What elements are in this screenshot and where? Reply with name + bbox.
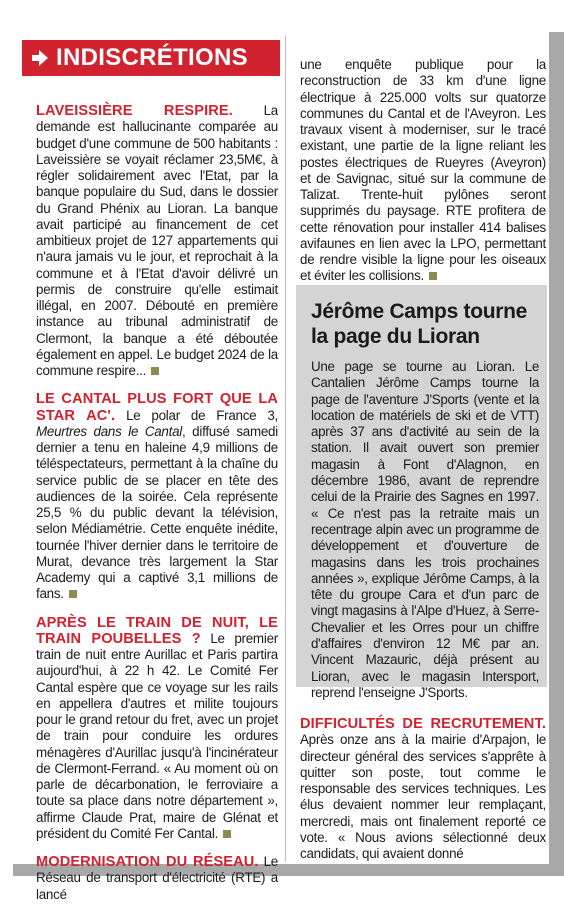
arrow-right-icon (22, 40, 56, 76)
article-cantal-star-ac (36, 391, 278, 602)
article-kicker: MODERNISATION DU RÉSEAU. (36, 854, 259, 870)
article-modernisation-continued (300, 57, 546, 285)
feature-title: Jérôme Camps tourne la page du Lioran (311, 300, 528, 348)
show-title: Meurtres dans le Cantal (36, 423, 183, 439)
article-modernisation (36, 854, 278, 903)
article-body: Le polar de France 3, (126, 407, 278, 423)
article-laveissiere (36, 103, 278, 379)
left-column (36, 103, 278, 915)
end-mark-icon (429, 272, 437, 280)
end-mark-icon (69, 590, 77, 598)
feature-box (296, 285, 547, 700)
column-divider (285, 36, 286, 862)
end-mark-icon (223, 830, 231, 838)
article-kicker: DIFFICULTÉS DE RECRUTEMENT. (300, 716, 546, 732)
right-column-continued (300, 57, 546, 297)
end-mark-icon (151, 367, 159, 375)
section-banner (22, 40, 280, 76)
page-shadow-right (549, 32, 564, 876)
article-body: Après onze ans à la mairie d'Arpajon, le directeur général des services s'apprête à quitter son poste, tout comme le responsable des services techniques. Les élus devaient nommer leur remplaçant, mercredi, mais ont finalement reporté ce vote. « Nous avions sélectionné deux candidats, qui avaient donné (300, 732, 546, 861)
article-body: Le Réseau de transport d'électricité (RTE) a lancé (36, 854, 278, 902)
article-body: , diffusé samedi dernier a tenu en haleine 4,9 millions de téléspectateurs, permettant à la chaîne du service public de se placer en tête des audiences de la soirée. Cela représente 25,5 % du public devant la télévision, selon Médiamétrie. Cette enquête inédite, tournée l'hiver dernier dans le territoire de Murat, devance très largement la Star Academy qui a captivé 3,1 millions de fans. (36, 423, 278, 602)
article-kicker: LE CANTAL PLUS FORT QUE LA STAR AC'. (36, 391, 278, 424)
article-train-poubelles (36, 615, 278, 843)
article-body: une enquête publique pour la reconstruction de 33 km d'une ligne électrique à 225.000 volts sur quatorze communes du Cantal et de l'Aveyron. Les travaux visent à moderniser, sur le tracé existant, une partie de la ligne reliant les postes électriques de Rueyres (Aveyron) et de Savignac, situé sur la commune de Talizat. Trente-huit pylônes seront supprimés du paysage. RTE profitera de cette rénovation pour installer 414 balises avifaunes en lien avec la LPO, permettant de rendre visible la ligne pour les oiseaux et éviter les collisions. (300, 57, 546, 284)
article-body: Le premier train de nuit entre Aurillac et Paris partira aujourd'hui, à 22 h 42. Le Comité Fer Cantal espère que ce voyage sur les rails en appellera d'autres et milite toujours pour le grand retour du fret, avec un projet de train pour conduire les ordures ménagères d'Aurillac jusqu'à l'incinérateur de Clermont-Ferrand. « Au moment où on parle de décarbonation, le ferroviaire a toute sa place dans notre département », affirme Claude Prat, maire de Glénat et président du Comité Fer Cantal. (36, 630, 278, 841)
feature-body: Une page se tourne au Lioran. Le Cantalien Jérôme Camps tourne la page de l'aventure J'Sports (vente et la location de matériels de ski et de VTT) après 37 ans d'activité au sein de la station. Il avait ouvert son premier magasin à Font d'Alagnon, en décembre 1986, avant de reprendre celui de la Prairie des Sagnes en 1997. « Ce n'est pas la retraite mais un recentrage alpin avec un programme de développement et d'ouverture de magasins dans les trois prochaines années », explique Jérôme Camps, à la tête du groupe Cara et d'un parc de vingt magasins à l'Alpe d'Huez, à Serre-Chevalier et les Orres pour un chiffre d'affaires d'environ 12 M€ par an. Vincent Mazauric, déjà présent au Lioran, avec le magasin Intersport, reprend l'enseigne J'Sports. (311, 359, 539, 700)
page-margin (0, 32, 13, 876)
article-recrutement (300, 716, 546, 862)
right-column-bottom (300, 716, 546, 874)
article-kicker: LAVEISSIÈRE RESPIRE. (36, 103, 233, 119)
article-body: La demande est hallucinante comparée au budget d'une commune de 500 habitants : Laveissière se voyait réclamer 23,5M€, à régler solidairement avec l'Etat, par la banque populaire du Sud, dans le dossier du Grand Phénix au Lioran. La banque avait participé au financement de cet ambitieux projet de 127 appartements qui n'aura jamais vu le jour, et reprochait à la commune et à l'Etat d'avoir délivré un permis de construire qu'elle estimait illégal, en 2007. Débouté en première instance au tribunal administratif de Clermont, la banque a été déboutée également en appel. Le budget 2024 de la commune respire... (36, 103, 278, 378)
article-kicker: APRÈS LE TRAIN DE NUIT, LE TRAIN POUBELLES ? (36, 614, 278, 647)
section-title: INDISCRÉTIONS (56, 44, 248, 71)
